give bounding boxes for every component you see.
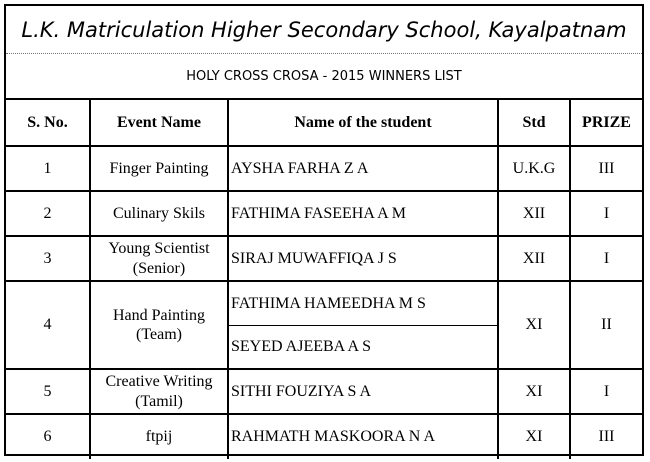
list-title: HOLY CROSS CROSA - 2015 WINNERS LIST [6,54,642,100]
cell-sno: 6 [6,414,90,459]
cell-event: Finger Painting [90,146,228,191]
table-row [6,146,642,191]
table-row [6,414,642,459]
header-prize: PRIZE [570,100,642,146]
table-row [6,281,642,325]
cell-event: Creative Writing (Tamil) [90,369,228,414]
header-event: Event Name [90,100,228,146]
cell-event: Young Scientist (Senior) [90,236,228,281]
cell-prize: II [570,281,642,369]
cell-std: XI [498,281,570,369]
cell-student: SEYED AJEEBA A S [228,325,498,369]
table-header-row [6,100,642,146]
header-sno: S. No. [6,100,90,146]
winners-table [6,100,642,459]
cell-sno: 1 [6,146,90,191]
cell-event: ftpij [90,414,228,459]
cell-prize: III [570,146,642,191]
header-student: Name of the student [228,100,498,146]
cell-student: RAHMATH MASKOORA N A [228,414,498,459]
cell-std: XII [498,191,570,236]
header-std: Std [498,100,570,146]
cell-student: FATHIMA FASEEHA A M [228,191,498,236]
cell-student: AYSHA FARHA Z A [228,146,498,191]
cell-student: SIRAJ MUWAFFIQA J S [228,236,498,281]
cell-std: XII [498,236,570,281]
cell-prize: I [570,369,642,414]
cell-event: Culinary Skils [90,191,228,236]
cell-std: U.K.G [498,146,570,191]
table-row [6,236,642,281]
cell-sno: 2 [6,191,90,236]
cell-sno: 5 [6,369,90,414]
cell-std: XI [498,414,570,459]
cell-sno: 3 [6,236,90,281]
cell-sno: 4 [6,281,90,369]
cell-student: SITHI FOUZIYA S A [228,369,498,414]
cell-student: FATHIMA HAMEEDHA M S [228,281,498,325]
school-name: L.K. Matriculation Higher Secondary School, Kayalpatnam [6,6,642,54]
cell-prize: I [570,191,642,236]
cell-prize: III [570,414,642,459]
winners-list-sheet [4,4,644,456]
cell-std: XI [498,369,570,414]
cell-event: Hand Painting (Team) [90,281,228,369]
cell-prize: I [570,236,642,281]
table-row [6,191,642,236]
table-row [6,369,642,414]
